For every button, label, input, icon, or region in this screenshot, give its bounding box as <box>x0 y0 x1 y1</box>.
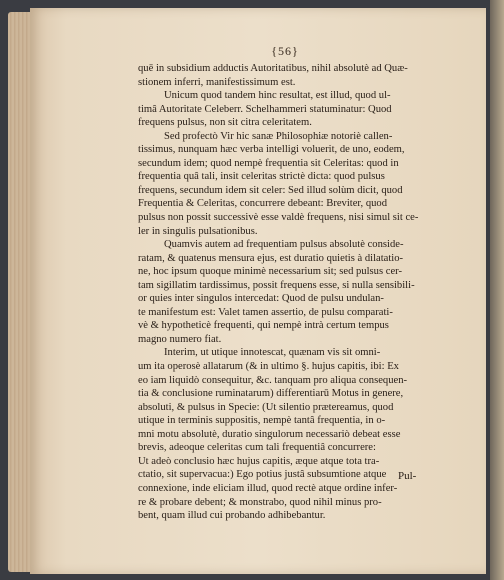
text-line: utique in terminis suppositis, nempè tantâ frequentia, in o- <box>138 415 386 427</box>
text-line: ratam, & quatenus mensura ejus, est duratio quietis à dilatatio- <box>138 252 404 264</box>
text-line: stionem inferri, manifestissimum est. <box>138 76 296 88</box>
text-line: ctatio, sit supervacua:) Ego potius justâ subsumtione atque <box>138 469 387 481</box>
text-line: or quies inter singulos intercedat: Quod de pulsu undulan- <box>138 293 384 305</box>
text-line: tia & conclusione ruminatarum) differentiarū Motus in genere, <box>138 388 404 400</box>
text-line: quē in subsidium adductis Autoritatibus, nihil absolutè ad Quæ- <box>138 63 408 74</box>
catchword: Pul- <box>398 470 417 482</box>
text-line: connexione, inde eliciam illud, quod rectè atque ordine infer- <box>138 482 398 494</box>
body-text <box>138 62 456 523</box>
text-line: Interim, ut utique innotescat, quænam vis sit omni- <box>164 347 381 359</box>
text-line: Sed profectò Vir hic sanæ Philosophiæ notoriè callen- <box>164 130 393 142</box>
text-line: Quamvis autem ad frequentiam pulsus absolutè conside- <box>164 239 404 251</box>
text-line: ne, hoc ipsum quoque minimè necessarium sit; sed pulsus cer- <box>138 266 402 278</box>
text-line: tissimus, nunquam hæc verba intelligi voluerit, de uno, eodem, <box>138 144 405 156</box>
text-line: brevis, adeoque celeritas cum tali frequentiâ concurrere: <box>138 442 376 454</box>
text-line: frequens pulsus, non sit citra celeritatem. <box>138 117 312 129</box>
text-line: vè & hypotheticè frequenti, qui nempè intrà certum tempus <box>138 320 389 332</box>
text-line: frequentia quâ tali, insit celeritas strictè dicta: quod pulsus <box>138 171 385 183</box>
text-line: tam sigillatim tardissimus, possit frequens esse, si nulla sensibili- <box>138 279 415 291</box>
text-line: pulsus non possit successivè esse valdè frequens, nisi simul sit ce- <box>138 212 419 224</box>
text-line: te manifestum est: Valet tamen assertio, de pulsu comparati- <box>138 306 393 318</box>
text-line: mni motu absolutè, duratio singulorum necessariò debeat esse <box>138 428 401 440</box>
text-line: Frequentia & Celeritas, concurrere debeant: Breviter, quod <box>138 198 388 210</box>
text-line: Ut adeò conclusio hæc hujus capitis, æque atque tota tra- <box>138 455 380 467</box>
text-line: eo iam liquidò consequitur, &c. tanquam pro aliqua consequen- <box>138 374 408 386</box>
text-line: frequens, secundum idem sit celer: Sed illud solùm dicit, quod <box>138 184 403 196</box>
text-line: ler in singulis pulsationibus. <box>138 225 258 237</box>
text-line: secundum idem; quod nempè frequentia sit Celeritas: quod in <box>138 157 399 169</box>
text-line: timâ Autoritate Celeberr. Schelhammeri statuminatur: Quod <box>138 103 392 115</box>
facing-page-edge <box>490 0 504 580</box>
text-line: re & probare debent; & monstrabo, quod nihil minus pro- <box>138 496 382 508</box>
text-line: bent, quam illud cui probando adhibebantur. <box>138 510 326 522</box>
text-line: absoluti, & pulsus in Specie: (Ut silentio prætereamus, quod <box>138 401 394 413</box>
text-line: Unicum quod tandem hinc resultat, est illud, quod ul- <box>164 90 391 102</box>
page-number-header: {56} <box>271 44 299 58</box>
text-line: um ita operosè allatarum (& in ultimo §. hujus capitis, ibi: Ex <box>138 361 399 373</box>
text-line: magno numero fiat. <box>138 333 222 345</box>
